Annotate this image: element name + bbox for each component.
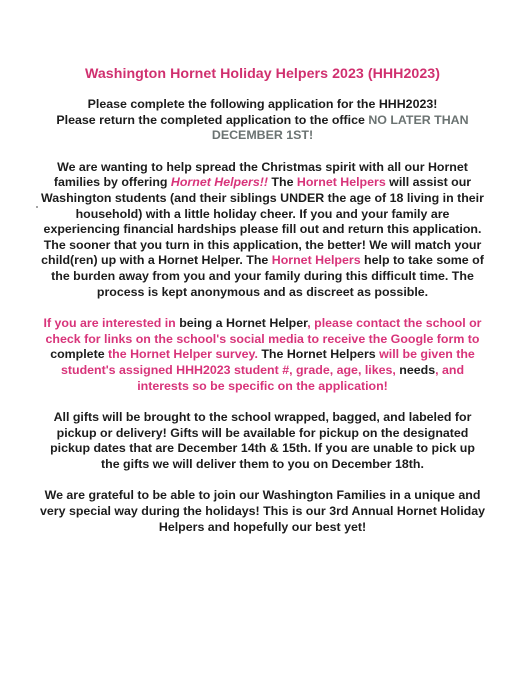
scan-speck [36, 206, 38, 208]
page-title: Washington Hornet Holiday Helpers 2023 (HHH2023) [84, 66, 441, 82]
closing-paragraph: We are grateful to be able to join our Washington Families in a unique and very special way during the holidays! This is our 3rd Annual Hornet Holiday Helpers and hopefully our best yet! [40, 488, 486, 534]
text-run: The [267, 175, 297, 190]
text-run: We are wanting to help spread the Christmas spirit with all our Hornet families by offering [53, 159, 468, 190]
intro-line-1: Please complete the following application for the HHH2023! [87, 97, 438, 111]
hornet-helpers-highlight: Hornet Helpers [296, 175, 386, 190]
volunteer-paragraph [40, 316, 485, 394]
text-run: needs [399, 362, 436, 377]
text-run: complete [50, 347, 105, 362]
deadline-text: NO LATER THAN DECEMBER 1ST! [211, 112, 469, 143]
text-run: the Hornet Helper survey. [104, 347, 258, 362]
text-run: will be given the student's assigned HHH2023 student #, grade, age, likes, [60, 347, 475, 377]
intro-line-2: Please return the completed application to the office [56, 112, 369, 127]
gift-pickup-paragraph: All gifts will be brought to the school wrapped, bagged, and labeled for pickup or delivery! Gifts will be available for pickup on the designated pickup dates that are December 14th & 15th. If you are unable to pick up the gifts we will deliver them to you on December 18th. [50, 410, 475, 471]
program-description-paragraph [40, 160, 485, 300]
intro-paragraph [40, 97, 485, 144]
text-run: will assist our Washington students (and their siblings UNDER the age of 18 living in their household) with a little holiday cheer. If you and your family are experiencing financial hardships please fill out and return this application. The sooner that you turn in this application, the better! We will match your child(ren) up with a Hornet Helper. The [41, 175, 484, 268]
hornet-helpers-emphasis: Hornet Helpers!! [170, 175, 268, 190]
text-run: Hornet Helper [222, 316, 308, 331]
hornet-helpers-highlight: Hornet Helpers [271, 253, 361, 268]
text-run: If you are interested in [43, 316, 180, 331]
text-run: help to take some of the burden away from you and your family during this difficult time. The process is kept anonymous and as discreet as possible. [51, 253, 484, 299]
text-run: The Hornet Helpers [257, 347, 380, 362]
text-run: , please contact the school or check for links on the school's social media to receive the Google form to [45, 316, 482, 346]
text-run: , and interests so be specific on the application! [137, 362, 465, 393]
text-run: being a [179, 316, 223, 331]
